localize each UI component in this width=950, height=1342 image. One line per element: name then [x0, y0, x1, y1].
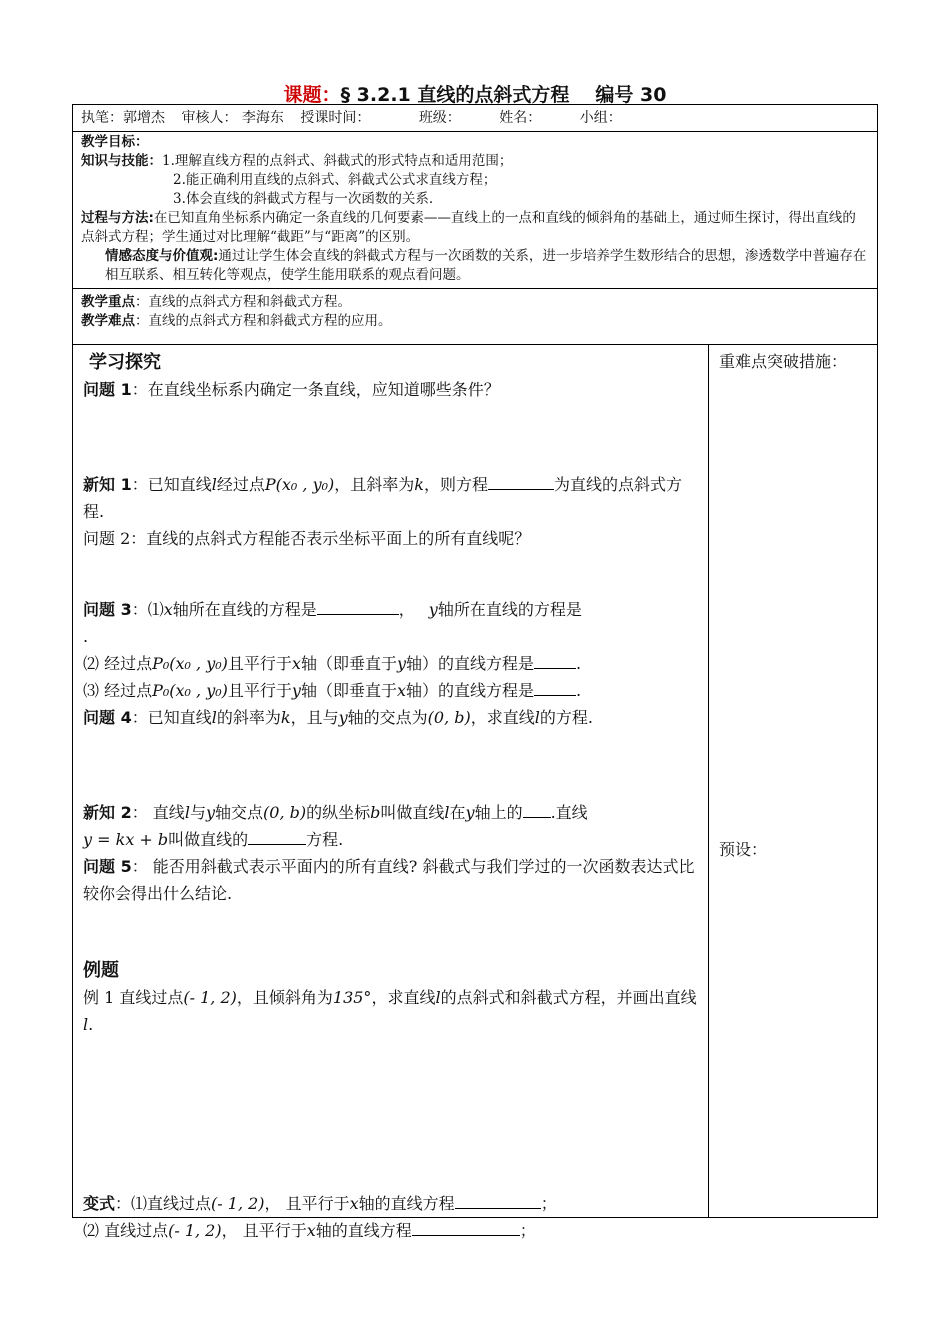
variant-1: 变式：⑴直线过点(- 1, 2)， 且平行于x轴的直线方程 ； — [83, 1190, 698, 1217]
meta-name: 姓名： — [499, 110, 542, 126]
knowledge-item-2: 2.能正确利用直线的点斜式、斜截式公式求直线方程； — [173, 172, 497, 188]
question-5: 问题 5： 能否用斜截式表示平面内的所有直线? 斜截式与我们学过的一次函数表达式比较你会得出什么结论. — [83, 857, 695, 903]
blank-variant-2[interactable] — [412, 1217, 520, 1236]
example-1: 例 1 直线过点(- 1, 2)，且倾斜角为135°，求直线l的点斜式和斜截式方程，并画出直线l. — [83, 988, 697, 1034]
meta-class: 班级： — [418, 110, 461, 126]
title-number: 编号 30 — [595, 84, 667, 106]
blank-slope-intercept[interactable] — [248, 826, 306, 845]
knowledge-item-3: 3.体会直线的斜截式方程与一次函数的关系. — [173, 191, 434, 207]
knowledge-item-1: 1.理解直线方程的点斜式、斜截式的形式特点和适用范围； — [162, 153, 513, 169]
question-1: 问题 1：在直线坐标系内确定一条直线，应知道哪些条件？ — [83, 380, 500, 399]
new-knowledge-1: 新知 1：已知直线l经过点P(x₀ , y₀)，且斜率为k，则方程 为直线的点斜式方程. — [83, 471, 698, 525]
new-knowledge-2: 新知 2： 直线l与y轴交点(0, b)的纵坐标b叫做直线l在y轴上的 .直线 y = kx + b叫做直线的 方程. — [83, 799, 698, 853]
difficulty-label: 教学难点 — [81, 313, 135, 329]
question-2: 问题 2：直线的点斜式方程能否表示坐标平面上的所有直线呢？ — [83, 529, 531, 548]
question-3-part-2: ⑵ 经过点P₀(x₀ , y₀)且平行于x轴（即垂直于y轴）的直线方程是 . — [83, 650, 698, 677]
difficulty-text: ：直线的点斜式方程和斜截式方程的应用。 — [135, 313, 392, 329]
emotion-label: 情感态度与价值观: — [105, 248, 219, 264]
section-example-heading: 例题 — [83, 960, 119, 981]
blank-q3-3[interactable] — [534, 677, 576, 696]
side-column — [709, 345, 877, 1217]
side-label-preset: 预设： — [719, 840, 768, 859]
variant-2: ⑵ 直线过点(- 1, 2)， 且平行于x轴的直线方程 ； — [83, 1217, 698, 1244]
blank-q3-2[interactable] — [534, 650, 576, 669]
meta-author: 执笔：郭增杰 — [81, 110, 165, 126]
title-prefix: 课题： — [283, 84, 341, 106]
objectives-section — [73, 131, 877, 289]
document-title — [0, 80, 950, 107]
knowledge-label: 知识与技能： — [81, 153, 162, 169]
title-topic: § 3.2.1 直线的点斜式方程 — [340, 84, 570, 106]
section-explore-heading: 学习探究 — [89, 352, 161, 373]
focus-label: 教学重点 — [81, 294, 135, 310]
question-3-part-3: ⑶ 经过点P₀(x₀ , y₀)且平行于y轴（即垂直于x轴）的直线方程是 . — [83, 677, 698, 704]
blank-intercept[interactable] — [523, 799, 551, 818]
blank-x-axis[interactable] — [317, 596, 399, 615]
meta-group: 小组： — [579, 110, 622, 126]
meta-time: 授课时间： — [300, 110, 371, 126]
question-3: 问题 3：⑴x轴所在直线的方程是 ， y轴所在直线的方程是 . — [83, 596, 698, 650]
focus-text: ：直线的点斜式方程和斜截式方程。 — [135, 294, 351, 310]
meta-reviewer: 审核人： 李海东 — [181, 110, 284, 126]
meta-row — [73, 105, 877, 132]
objectives-heading: 教学目标： — [81, 134, 149, 150]
process-label: 过程与方法: — [81, 210, 154, 226]
key-points-section — [73, 289, 877, 345]
question-4: 问题 4：已知直线l的斜率为k，且与y轴的交点为(0, b)，求直线l的方程. — [83, 708, 593, 727]
process-text: 在已知直角坐标系内确定一条直线的几何要素——直线上的一点和直线的倾斜角的基础上，通过师生探讨，得出直线的点斜式方程；学生通过对比理解“截距”与“距离”的区别。 — [81, 210, 856, 245]
lesson-sheet — [72, 104, 878, 1240]
blank-variant-1[interactable] — [455, 1190, 541, 1209]
main-column — [73, 345, 709, 1240]
emotion-text: 通过让学生体会直线的斜截式方程与一次函数的关系，进一步培养学生数形结合的思想，渗透数学中普遍存在相互联系、相互转化等观点，使学生能用联系的观点看问题。 — [105, 248, 867, 283]
side-label-breakthrough: 重难点突破措施： — [719, 352, 848, 371]
blank-point-slope[interactable] — [488, 471, 554, 490]
